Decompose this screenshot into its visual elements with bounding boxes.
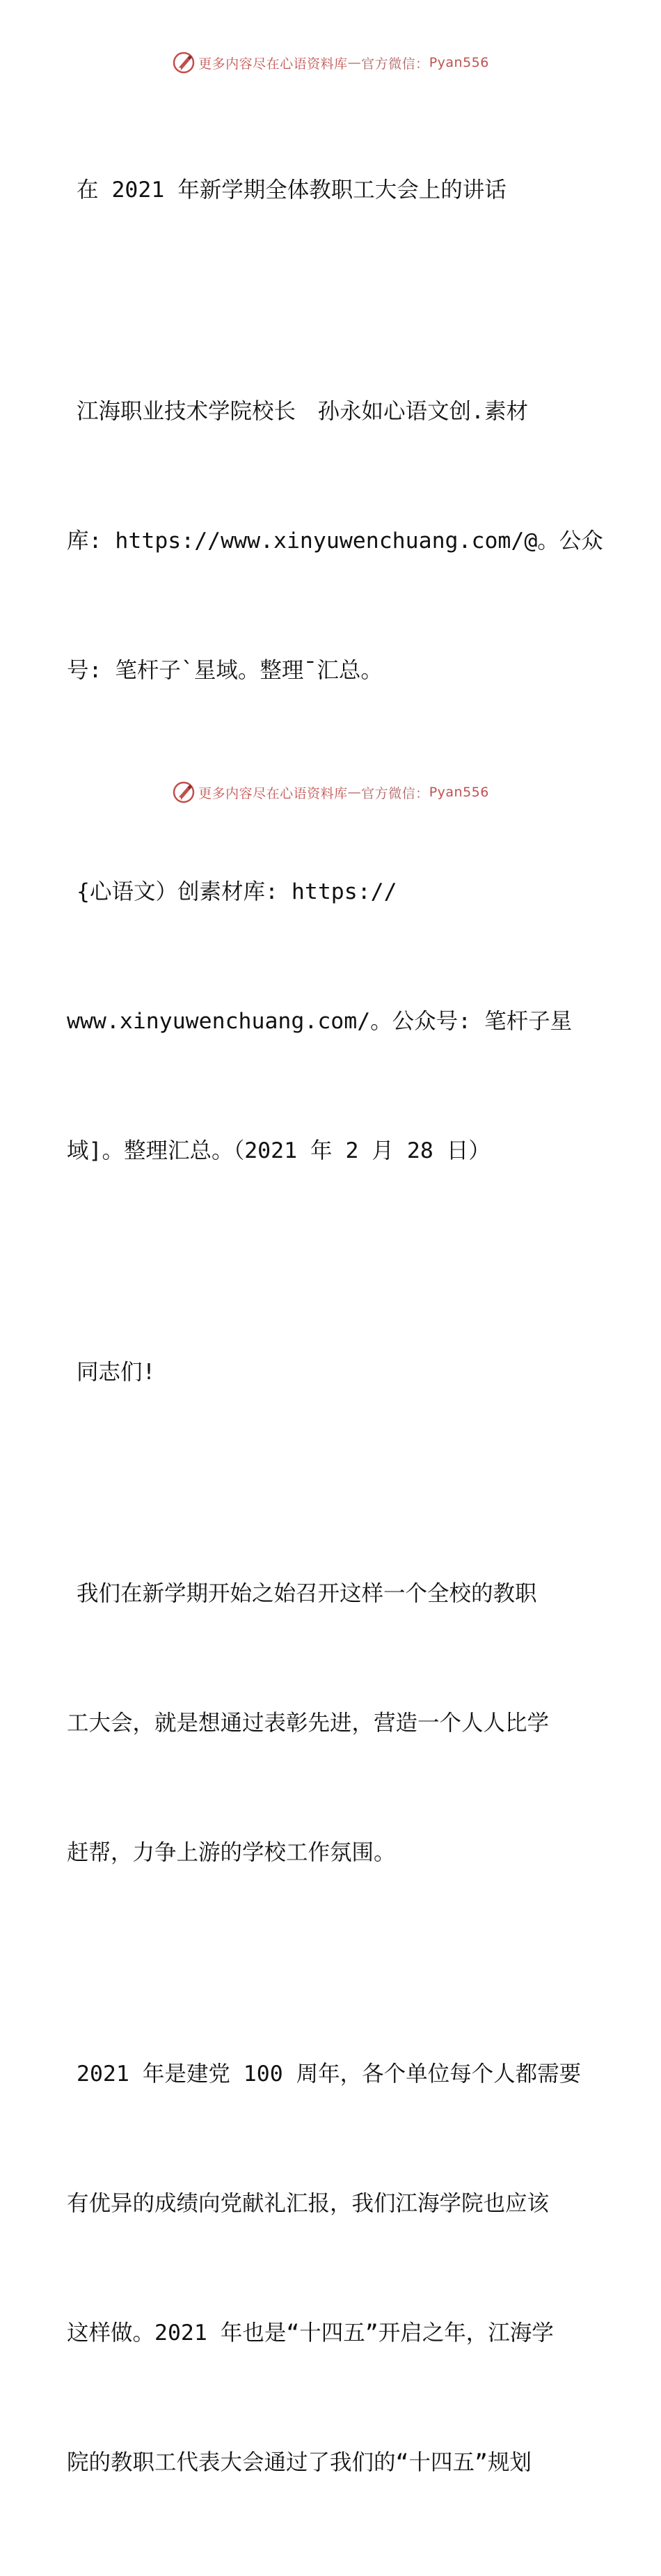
watermark-main-text: 更多内容尽在心语资料库: [198, 56, 348, 72]
source-line: {心语文）创素材库: https://: [77, 879, 397, 904]
body-paragraph-2: [67, 1966, 596, 2570]
source-paragraph: [67, 784, 596, 1259]
paragraph-line: 院的教职工代表大会通过了我们的“十四五”规划: [67, 2450, 532, 2475]
document-title: 在 2021 年新学期全体教职工大会上的讲话: [77, 178, 507, 203]
paragraph-line: 有优异的成绩向党献礼汇报，我们江海学院也应该: [67, 2191, 550, 2216]
paragraph-line: 我们在新学期开始之始召开这样一个全校的教职: [77, 1581, 537, 1606]
source-line: www.xinyuwenchuang.com/。公众号: 笔杆子星: [67, 1009, 573, 1034]
watermark-sub-text: 官方微信：: [361, 785, 429, 801]
author-line: 号: 笔杆子`星域。整理¯汇总。: [67, 658, 383, 683]
source-line: 域]。整理汇总。（2021 年 2 月 28 日）: [67, 1138, 491, 1163]
watermark-sub-text: 官方微信：: [361, 56, 429, 72]
author-line: 江海职业技术学院校长 孙永如心语文创.素材: [77, 399, 528, 424]
footer-watermark: [0, 778, 661, 806]
watermark-dash: —: [347, 785, 362, 800]
paragraph-line: 工大会，就是想通过表彰先进，营造一个人人比学: [67, 1711, 550, 1736]
pen-logo-icon: [172, 780, 196, 804]
watermark-dash: —: [347, 55, 362, 70]
watermark-wechat-id: Pyan556: [429, 55, 489, 70]
greeting: 同志们!: [77, 1360, 156, 1385]
paragraph-line: 2021 年是建党 100 周年，各个单位每个人都需要: [77, 2061, 582, 2087]
author-line: 库: https://www.xinyuwenchuang.com/@。公众: [67, 528, 603, 553]
watermark-main-text: 更多内容尽在心语资料库: [198, 785, 348, 801]
body-paragraph-1: [67, 1486, 596, 1961]
header-watermark: [0, 49, 661, 77]
watermark-wechat-id: Pyan556: [429, 785, 489, 800]
pen-logo-icon: [172, 51, 196, 74]
author-paragraph: [67, 304, 603, 778]
paragraph-line: 这样做。2021 年也是“十四五”开启之年，江海学: [67, 2320, 554, 2346]
document-body: [67, 82, 603, 2576]
paragraph-line: 赶帮，力争上游的学校工作氛围。: [67, 1840, 396, 1865]
